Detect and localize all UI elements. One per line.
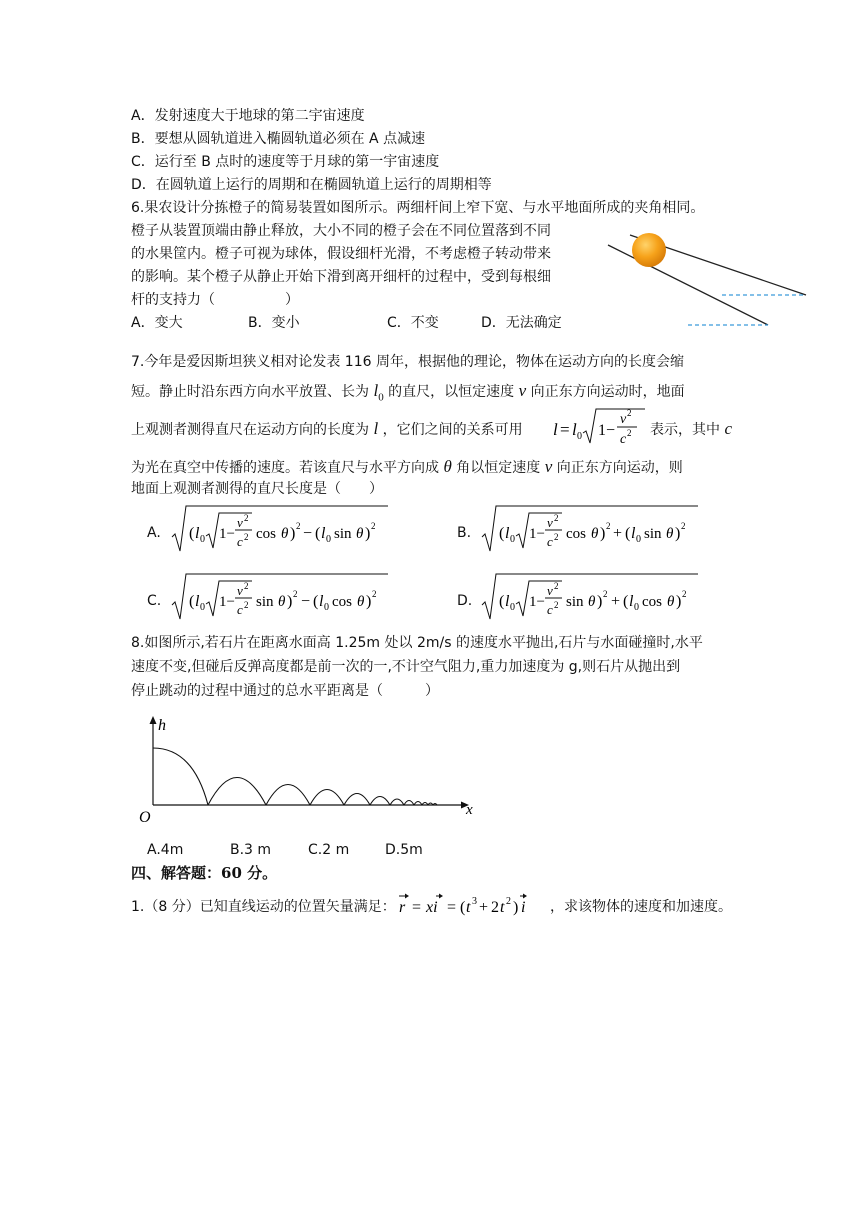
q8-option-d: D.5m xyxy=(385,842,423,858)
svg-text:(: ( xyxy=(189,525,195,542)
bounce-trajectory xyxy=(153,748,437,805)
svg-text:+: + xyxy=(613,525,623,542)
svg-text:(: ( xyxy=(313,593,319,610)
symbol-v: v xyxy=(518,381,527,400)
symbol-v-2: v xyxy=(544,457,553,476)
svg-text:l: l xyxy=(505,525,510,542)
q7-line-4b: 角以恒定速度 xyxy=(456,460,541,476)
q6-option-d: D．无法确定 xyxy=(481,315,562,331)
q7-line-3 xyxy=(131,419,523,440)
svg-text:θ: θ xyxy=(357,594,365,610)
svg-text:1−: 1− xyxy=(219,526,235,542)
orange-ball xyxy=(632,233,666,267)
svg-text:2: 2 xyxy=(372,589,377,599)
svg-text:t: t xyxy=(466,899,471,916)
svg-text:(: ( xyxy=(499,593,505,610)
q8-line-3: 停止跳动的过程中通过的总水平距离是（ ） xyxy=(131,683,439,699)
svg-text:c: c xyxy=(620,432,627,447)
symbol-l0: $l_0$ xyxy=(373,381,384,404)
svg-text:0: 0 xyxy=(200,602,205,613)
section-4-title: 四、解答题：60 分。 xyxy=(131,864,278,882)
q6-line-5: 杆的支持力（ ） xyxy=(131,292,299,308)
svg-text:sin: sin xyxy=(334,526,352,542)
q7-option-a-label: A. xyxy=(147,525,161,541)
q7-option-b-formula xyxy=(480,503,700,555)
svg-text:0: 0 xyxy=(200,534,205,545)
svg-text:): ) xyxy=(597,593,603,610)
svg-text:2: 2 xyxy=(554,513,559,523)
axis-label-x: x xyxy=(466,802,473,818)
svg-text:l: l xyxy=(629,593,634,610)
q6-line-1: 6.果农设计分拣橙子的简易装置如图所示。两细杆间上窄下宽、与水平地面所成的夹角相同。 xyxy=(131,200,705,216)
q7-line-4 xyxy=(131,457,683,478)
svg-text:=: = xyxy=(447,899,457,916)
svg-text:l: l xyxy=(631,525,636,542)
symbol-theta: θ xyxy=(443,457,452,476)
q7-line-3-tail xyxy=(650,419,732,440)
svg-text:0: 0 xyxy=(510,602,515,613)
svg-text:): ) xyxy=(365,525,371,542)
svg-text:(: ( xyxy=(460,899,466,916)
q6-line-2: 橙子从装置顶端由静止释放，大小不同的橙子会在不同位置落到不同 xyxy=(131,223,551,239)
q8-option-c: C.2 m xyxy=(308,842,350,858)
svg-text:v: v xyxy=(237,515,243,530)
q7-line-2b: 的直尺，以恒定速度 xyxy=(388,384,515,400)
svg-text:0: 0 xyxy=(577,431,582,442)
section4-q1-text: 1.（8 分）已知直线运动的位置矢量满足： xyxy=(131,899,396,915)
svg-text:(: ( xyxy=(315,525,321,542)
lower-rod xyxy=(608,245,768,325)
svg-text:2: 2 xyxy=(371,521,376,531)
axis-label-h: h xyxy=(158,717,166,734)
svg-text:(: ( xyxy=(625,525,631,542)
svg-text:(: ( xyxy=(623,593,629,610)
skipping-stone-diagram xyxy=(133,712,483,832)
svg-text:c: c xyxy=(547,602,553,617)
svg-text:2: 2 xyxy=(244,581,249,591)
q7-line-1: 7.今年是爱因斯坦狭义相对论发表 116 周年，根据他的理论，物体在运动方向的长度会缩 xyxy=(131,354,684,370)
svg-text:2: 2 xyxy=(603,589,608,599)
svg-text:2: 2 xyxy=(627,428,632,438)
svg-text:θ: θ xyxy=(667,594,675,610)
svg-text:2: 2 xyxy=(554,581,559,591)
svg-text:2: 2 xyxy=(627,408,632,418)
svg-text:l: l xyxy=(195,593,200,610)
svg-text:i: i xyxy=(521,899,526,916)
svg-text:v: v xyxy=(237,583,243,598)
svg-text:2: 2 xyxy=(296,521,301,531)
svg-text:θ: θ xyxy=(666,526,674,542)
svg-text:sin: sin xyxy=(644,526,662,542)
prev-option-b: B．要想从圆轨道进入椭圆轨道必须在 A 点减速 xyxy=(131,131,426,147)
q7-line-4c: 向正东方向运动，则 xyxy=(556,460,683,476)
axis-label-o: O xyxy=(139,809,151,826)
q7-option-c-formula xyxy=(170,571,390,623)
svg-text:0: 0 xyxy=(636,534,641,545)
svg-text:cos: cos xyxy=(642,594,662,610)
svg-text:): ) xyxy=(675,525,681,542)
svg-text:0: 0 xyxy=(510,534,515,545)
svg-text:2: 2 xyxy=(554,600,559,610)
svg-text:=: = xyxy=(412,899,422,916)
symbol-c: c xyxy=(724,419,732,438)
q7-option-a-formula xyxy=(170,503,390,555)
prev-option-c: C．运行至 B 点时的速度等于月球的第一宇宙速度 xyxy=(131,154,440,170)
svg-text:2: 2 xyxy=(491,899,499,916)
svg-text:cos: cos xyxy=(256,526,276,542)
position-vector-formula xyxy=(397,890,547,920)
prev-option-d: D．在圆轨道上运行的周期和在椭圆轨道上运行的周期相等 xyxy=(131,177,492,193)
svg-text:l: l xyxy=(195,525,200,542)
section4-q1-tail: ，求该物体的速度和加速度。 xyxy=(550,899,732,915)
svg-text:v: v xyxy=(620,412,627,427)
svg-text:1−: 1− xyxy=(219,594,235,610)
q7-option-d-label: D. xyxy=(457,593,473,609)
svg-text:2: 2 xyxy=(682,589,687,599)
orange-sorter-diagram xyxy=(600,225,815,335)
svg-text:(: ( xyxy=(499,525,505,542)
svg-text:c: c xyxy=(237,534,243,549)
q8-option-a: A.4m xyxy=(147,842,184,858)
svg-text:3: 3 xyxy=(472,896,477,907)
q6-option-c: C．不变 xyxy=(387,315,439,331)
svg-text:2: 2 xyxy=(681,521,686,531)
svg-text:1−: 1− xyxy=(598,422,616,439)
svg-text:−: − xyxy=(303,525,313,542)
svg-text:+: + xyxy=(611,593,621,610)
svg-text:2: 2 xyxy=(244,513,249,523)
svg-text:sin: sin xyxy=(566,594,584,610)
svg-text:t: t xyxy=(500,899,505,916)
svg-text:xi: xi xyxy=(426,899,438,916)
svg-text:2: 2 xyxy=(244,532,249,542)
svg-text:l: l xyxy=(321,525,326,542)
svg-text:): ) xyxy=(676,593,682,610)
svg-text:θ: θ xyxy=(591,526,599,542)
q8-line-2: 速度不变,但碰后反弹高度都是前一次的一,不计空气阻力,重力加速度为 g,则石片从抛出到 xyxy=(131,659,681,675)
svg-text:θ: θ xyxy=(281,526,289,542)
q7-line-5: 地面上观测者测得的直尺长度是（ ） xyxy=(131,481,383,497)
svg-text:=: = xyxy=(560,420,570,439)
svg-text:l: l xyxy=(553,420,558,439)
svg-text:2: 2 xyxy=(293,589,298,599)
svg-text:c: c xyxy=(547,534,553,549)
q7-option-b-label: B. xyxy=(457,525,472,541)
q7-option-d-formula xyxy=(480,571,700,623)
svg-text:): ) xyxy=(366,593,372,610)
svg-text:+: + xyxy=(479,899,489,916)
svg-text:cos: cos xyxy=(332,594,352,610)
svg-text:0: 0 xyxy=(324,602,329,613)
contraction-formula xyxy=(553,405,645,451)
svg-text:): ) xyxy=(600,525,606,542)
svg-text:0: 0 xyxy=(326,534,331,545)
q6-option-a: A．变大 xyxy=(131,315,183,331)
svg-text:−: − xyxy=(301,593,311,610)
svg-text:θ: θ xyxy=(356,526,364,542)
svg-text:(: ( xyxy=(189,593,195,610)
q7-line-3b: ，它们之间的关系可用 xyxy=(382,422,523,438)
q6-option-b: B．变小 xyxy=(248,315,300,331)
q7-line-3a: 上观测者测得直尺在运动方向的长度为 xyxy=(131,422,369,438)
q6-line-4: 的影响。某个橙子从静止开始下滑到离开细杆的过程中，受到每根细 xyxy=(131,269,551,285)
q7-option-c-label: C. xyxy=(147,593,162,609)
svg-text:θ: θ xyxy=(588,594,596,610)
svg-text:l: l xyxy=(319,593,324,610)
svg-text:1−: 1− xyxy=(529,526,545,542)
svg-text:sin: sin xyxy=(256,594,274,610)
svg-text:cos: cos xyxy=(566,526,586,542)
svg-text:c: c xyxy=(237,602,243,617)
svg-text:θ: θ xyxy=(278,594,286,610)
svg-text:l: l xyxy=(505,593,510,610)
svg-text:l: l xyxy=(572,420,577,439)
svg-text:r: r xyxy=(399,899,406,916)
q7-line-2c: 向正东方向运动时，地面 xyxy=(530,384,685,400)
svg-text:): ) xyxy=(287,593,293,610)
q7-line-2a: 短。静止时沿东西方向水平放置、长为 xyxy=(131,384,369,400)
q7-line-3c: 表示，其中 xyxy=(650,422,720,438)
svg-text:v: v xyxy=(547,515,553,530)
symbol-l: l xyxy=(373,419,379,438)
svg-text:): ) xyxy=(290,525,296,542)
svg-text:): ) xyxy=(513,899,519,916)
svg-text:2: 2 xyxy=(606,521,611,531)
q7-line-4a: 为光在真空中传播的速度。若该直尺与水平方向成 xyxy=(131,460,439,476)
svg-text:2: 2 xyxy=(506,896,511,907)
svg-text:v: v xyxy=(547,583,553,598)
q8-line-1: 8.如图所示,若石片在距离水面高 1.25m 处以 2m/s 的速度水平抛出,石片与水面碰撞时,水平 xyxy=(131,635,703,651)
prev-option-a: A．发射速度大于地球的第二宇宙速度 xyxy=(131,108,365,124)
svg-text:2: 2 xyxy=(554,532,559,542)
svg-text:1−: 1− xyxy=(529,594,545,610)
h-axis-arrow xyxy=(150,716,157,724)
svg-text:2: 2 xyxy=(244,600,249,610)
q7-line-2 xyxy=(131,381,685,407)
q8-option-b: B.3 m xyxy=(230,842,272,858)
svg-text:0: 0 xyxy=(634,602,639,613)
q6-line-3: 的水果筐内。橙子可视为球体，假设细杆光滑，不考虑橙子转动带来 xyxy=(131,246,551,262)
